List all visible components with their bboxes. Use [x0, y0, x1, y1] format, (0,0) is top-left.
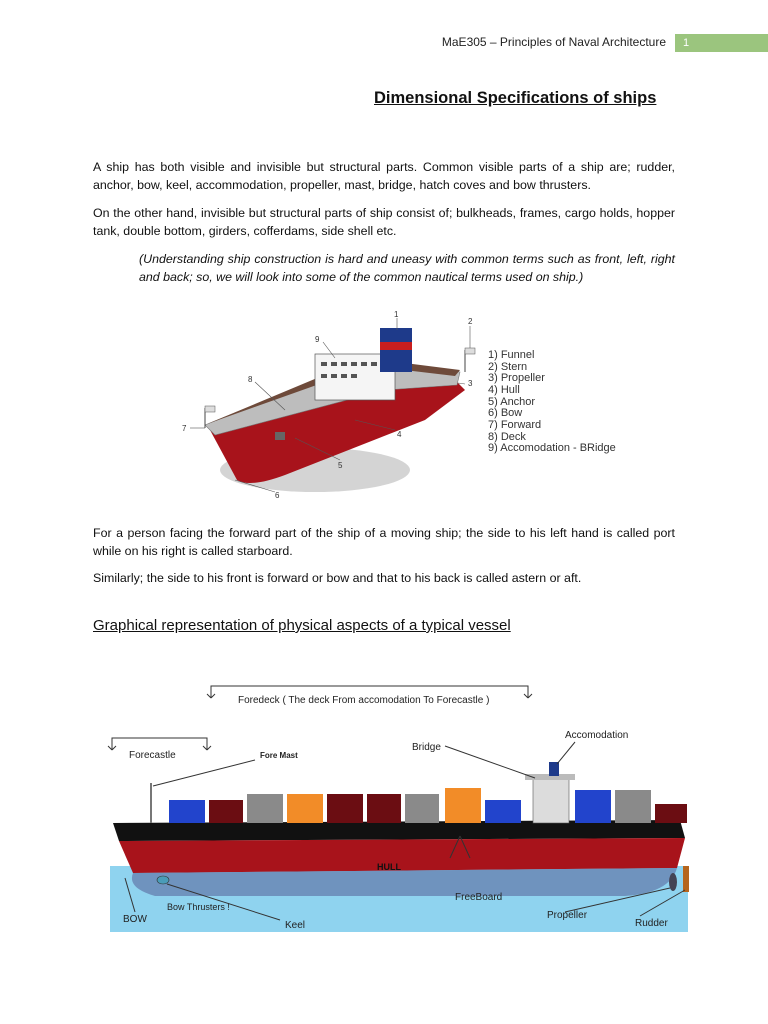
legend-item: 4) Hull: [488, 384, 520, 396]
ship-parts-figure: [175, 310, 645, 505]
legend-item: 9) Accomodation - BRidge: [488, 442, 616, 454]
legend-item: 3) Propeller: [488, 372, 545, 384]
paragraph-port-starboard: For a person facing the forward part of the ship of a moving ship; the side to his left hand is called port while on his right is called starboard.: [93, 526, 675, 558]
ship-number-6: 6: [275, 491, 280, 500]
section-title: Graphical representation of physical aspects of a typical vessel: [93, 617, 511, 634]
accommodation-label: Accomodation: [565, 730, 629, 741]
ship-number-4: 4: [397, 430, 402, 439]
legend-item: 6) Bow: [488, 407, 523, 419]
ship-number-1: 1: [394, 310, 399, 319]
funnel-band: [380, 342, 412, 350]
rudder: [683, 866, 689, 892]
legend-item: 7) Forward: [488, 419, 542, 431]
ship-number-2: 2: [468, 317, 473, 326]
paragraph-visible-parts: A ship has both visible and invisible but structural parts. Common visible parts of a ship are; rudder, anchor, bow, keel, accommodation, propeller, mast, bridge, hatch coves and bow thrusters.: [93, 160, 675, 192]
fore-mast-label: Fore Mast: [260, 751, 298, 760]
keel-label: Keel: [285, 920, 306, 931]
hull-red: [119, 838, 685, 873]
accommodation-tower: [533, 778, 569, 823]
ship-number-3: 3: [468, 379, 473, 388]
hull-upper: [113, 820, 685, 841]
legend-item: 2) Stern: [488, 361, 528, 373]
bow-thrusters-label: Bow Thrusters !: [167, 902, 230, 912]
page-number-badge: 1: [675, 34, 768, 52]
bow-label: BOW: [123, 914, 147, 925]
paragraph-structural-parts: On the other hand, invisible but structural parts of ship consist of; bulkheads, frames, cargo holds, hopper tank, double bottom, girders, cofferdams, side shell etc.: [93, 206, 675, 238]
legend-item: 1) Funnel: [488, 349, 535, 361]
legend-item: 5) Anchor: [488, 396, 536, 408]
ship-number-7: 7: [182, 424, 187, 433]
page-title: Dimensional Specifications of ships: [374, 89, 657, 107]
rudder-label: Rudder: [635, 918, 668, 929]
forecastle-label: Forecastle: [129, 750, 176, 761]
ship-number-9: 9: [315, 335, 320, 344]
hull-label: HULL: [377, 862, 401, 872]
containers: [169, 788, 687, 823]
propeller: [669, 873, 677, 891]
paragraph-note: (Understanding ship construction is hard and uneasy with common terms such as front, left, right and back; so, we will look into some of the common nautical terms used on ship.): [139, 252, 675, 284]
ship-number-8: 8: [248, 375, 253, 384]
bow-thruster: [157, 876, 169, 884]
anchor: [275, 432, 285, 440]
paragraph-forward-aft: Similarly; the side to his front is forward or bow and that to his back is called astern or aft.: [93, 571, 582, 585]
freeboard-label: FreeBoard: [455, 892, 503, 903]
bridge-label: Bridge: [412, 742, 441, 753]
propeller-label: Propeller: [547, 910, 588, 921]
foredeck-label: Foredeck ( The deck From accomodation To Forecastle ): [238, 695, 490, 706]
legend-item: 8) Deck: [488, 431, 526, 443]
ship-number-5: 5: [338, 461, 343, 470]
header-course: MaE305 – Principles of Naval Architecture: [441, 35, 666, 49]
vessel-diagram: [105, 678, 695, 940]
